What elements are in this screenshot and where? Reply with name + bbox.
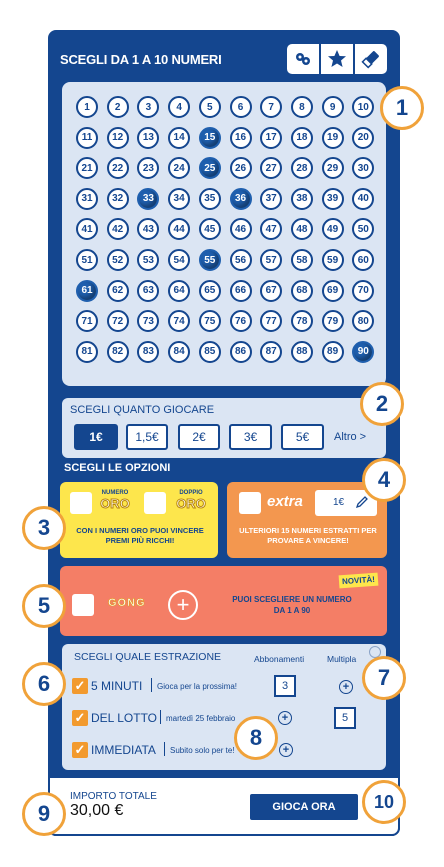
numero-oro-logo-top: NUMERO (101, 490, 129, 496)
number-ball-57[interactable]: 57 (260, 249, 282, 271)
number-ball-33[interactable]: 33 (137, 188, 159, 210)
number-ball-5[interactable]: 5 (199, 96, 221, 118)
immediata-checkbox[interactable]: ✓ (72, 742, 88, 758)
number-ball-11[interactable]: 11 (76, 127, 98, 149)
number-ball-16[interactable]: 16 (230, 127, 252, 149)
extra-logo: extra (267, 493, 303, 510)
number-ball-67[interactable]: 67 (260, 280, 282, 302)
callout-badge-3: 3 (22, 506, 66, 550)
oro-option-card (60, 482, 218, 558)
pencil-icon (355, 495, 369, 509)
number-ball-56[interactable]: 56 (230, 249, 252, 271)
number-ball-66[interactable]: 66 (230, 280, 252, 302)
gong-description: PUOI SCEGLIERE UN NUMERO DA 1 A 90 (232, 595, 352, 615)
gong-add-button[interactable]: + (168, 590, 198, 620)
new-tag: NOVITÀ! (339, 573, 379, 589)
number-ball-47[interactable]: 47 (260, 218, 282, 240)
number-ball-87[interactable]: 87 (260, 341, 282, 363)
5-minuti-note: Gioca per la prossima! (157, 682, 238, 691)
number-ball-63[interactable]: 63 (137, 280, 159, 302)
total-value: 30,00 € (70, 802, 124, 819)
number-ball-82[interactable]: 82 (107, 341, 129, 363)
number-ball-36[interactable]: 36 (230, 188, 252, 210)
immediata-note: Subito solo per te! (170, 746, 235, 755)
random-icon (294, 50, 312, 68)
favorites-button[interactable] (321, 44, 355, 74)
clear-button[interactable] (355, 44, 387, 74)
number-ball-39[interactable]: 39 (322, 188, 344, 210)
del-lotto-label: DEL LOTTO (91, 711, 158, 725)
number-ball-48[interactable]: 48 (291, 218, 313, 240)
amount-option-5[interactable]: 5€ (281, 424, 324, 450)
number-ball-25[interactable]: 25 (199, 157, 221, 179)
extra-amount-value: 1€ (333, 497, 345, 508)
number-ball-62[interactable]: 62 (107, 280, 129, 302)
number-ball-19[interactable]: 19 (322, 127, 344, 149)
number-ball-28[interactable]: 28 (291, 157, 313, 179)
extra-checkbox[interactable] (239, 492, 261, 514)
number-ball-77[interactable]: 77 (260, 310, 282, 332)
separator (151, 678, 152, 692)
number-ball-10[interactable]: 10 (352, 96, 374, 118)
number-ball-55[interactable]: 55 (199, 249, 221, 271)
number-ball-26[interactable]: 26 (230, 157, 252, 179)
number-ball-49[interactable]: 49 (322, 218, 344, 240)
multipla-value[interactable]: 5 (334, 707, 356, 729)
number-ball-65[interactable]: 65 (199, 280, 221, 302)
number-ball-22[interactable]: 22 (107, 157, 129, 179)
number-ball-2[interactable]: 2 (107, 96, 129, 118)
number-ball-45[interactable]: 45 (199, 218, 221, 240)
number-ball-54[interactable]: 54 (168, 249, 190, 271)
number-ball-3[interactable]: 3 (137, 96, 159, 118)
number-ball-12[interactable]: 12 (107, 127, 129, 149)
number-ball-21[interactable]: 21 (76, 157, 98, 179)
page-title: SCEGLI DA 1 A 10 NUMERI (60, 52, 222, 67)
number-ball-6[interactable]: 6 (230, 96, 252, 118)
number-ball-31[interactable]: 31 (76, 188, 98, 210)
number-ball-88[interactable]: 88 (291, 341, 313, 363)
immediata-label: IMMEDIATA (91, 743, 156, 757)
star-icon (327, 49, 347, 69)
number-ball-53[interactable]: 53 (137, 249, 159, 271)
number-ball-34[interactable]: 34 (168, 188, 190, 210)
extra-option-card (227, 482, 387, 558)
callout-badge-4: 4 (362, 458, 406, 502)
number-ball-1[interactable]: 1 (76, 96, 98, 118)
toolbar (287, 44, 387, 74)
number-ball-71[interactable]: 71 (76, 310, 98, 332)
number-ball-79[interactable]: 79 (322, 310, 344, 332)
number-ball-76[interactable]: 76 (230, 310, 252, 332)
number-ball-61[interactable]: 61 (76, 280, 98, 302)
number-ball-75[interactable]: 75 (199, 310, 221, 332)
del-lotto-checkbox[interactable]: ✓ (72, 710, 88, 726)
number-ball-69[interactable]: 69 (322, 280, 344, 302)
separator (160, 710, 161, 724)
options-title: SCEGLI LE OPZIONI (64, 462, 171, 474)
number-ball-7[interactable]: 7 (260, 96, 282, 118)
numero-oro-checkbox[interactable] (70, 492, 92, 514)
number-ball-78[interactable]: 78 (291, 310, 313, 332)
number-ball-59[interactable]: 59 (322, 249, 344, 271)
number-ball-58[interactable]: 58 (291, 249, 313, 271)
separator (164, 742, 165, 756)
gong-checkbox[interactable] (72, 594, 94, 616)
number-grid (62, 82, 386, 386)
number-ball-18[interactable]: 18 (291, 127, 313, 149)
number-ball-81[interactable]: 81 (76, 341, 98, 363)
abbonamenti-value[interactable]: 3 (274, 675, 296, 697)
total-label: IMPORTO TOTALE (70, 791, 157, 802)
numero-oro-logo (98, 490, 132, 516)
doppio-oro-logo (172, 490, 210, 516)
number-ball-70[interactable]: 70 (352, 280, 374, 302)
number-ball-83[interactable]: 83 (137, 341, 159, 363)
del-lotto-note: martedì 25 febbraio (166, 714, 236, 723)
oro-description: CON I NUMERI ORO PUOI VINCERE PREMI PIÙ RICCHI! (76, 526, 204, 545)
eraser-icon (361, 49, 381, 69)
number-ball-51[interactable]: 51 (76, 249, 98, 271)
callout-badge-8: 8 (234, 716, 278, 760)
number-ball-64[interactable]: 64 (168, 280, 190, 302)
immediata-add-button[interactable]: + (279, 743, 293, 757)
5-minuti-label: 5 MINUTI (91, 679, 143, 693)
random-button[interactable] (287, 44, 321, 74)
abbonamenti-header: Abbonamenti (254, 654, 305, 664)
draw-label: SCEGLI QUALE ESTRAZIONE (74, 651, 222, 663)
amount-label: SCEGLI QUANTO GIOCARE (70, 404, 215, 416)
multipla-add-button[interactable]: + (339, 680, 353, 694)
number-ball-52[interactable]: 52 (107, 249, 129, 271)
number-ball-30[interactable]: 30 (352, 157, 374, 179)
doppio-oro-checkbox[interactable] (144, 492, 166, 514)
number-ball-37[interactable]: 37 (260, 188, 282, 210)
callout-badge-2: 2 (360, 382, 404, 426)
number-ball-43[interactable]: 43 (137, 218, 159, 240)
number-ball-85[interactable]: 85 (199, 341, 221, 363)
number-ball-74[interactable]: 74 (168, 310, 190, 332)
number-ball-72[interactable]: 72 (107, 310, 129, 332)
number-ball-27[interactable]: 27 (260, 157, 282, 179)
amount-option-1-5[interactable]: 1,5€ (126, 424, 168, 450)
5-minuti-checkbox[interactable]: ✓ (72, 678, 88, 694)
number-ball-13[interactable]: 13 (137, 127, 159, 149)
play-button[interactable]: GIOCA ORA (250, 794, 358, 820)
amount-option-1[interactable]: 1€ (74, 424, 118, 450)
numero-oro-logo-text: ORO (100, 496, 130, 511)
callout-badge-6: 6 (22, 662, 66, 706)
number-ball-32[interactable]: 32 (107, 188, 129, 210)
callout-badge-5: 5 (22, 584, 66, 628)
number-ball-44[interactable]: 44 (168, 218, 190, 240)
number-ball-35[interactable]: 35 (199, 188, 221, 210)
number-ball-24[interactable]: 24 (168, 157, 190, 179)
callout-badge-9: 9 (22, 792, 66, 836)
number-ball-50[interactable]: 50 (352, 218, 374, 240)
doppio-oro-logo-top: DOPPIO (179, 490, 203, 496)
number-ball-41[interactable]: 41 (76, 218, 98, 240)
gong-option-card (60, 566, 387, 636)
number-ball-4[interactable]: 4 (168, 96, 190, 118)
amount-option-2[interactable]: 2€ (178, 424, 220, 450)
number-ball-9[interactable]: 9 (322, 96, 344, 118)
number-ball-60[interactable]: 60 (352, 249, 374, 271)
number-ball-86[interactable]: 86 (230, 341, 252, 363)
callout-badge-1: 1 (380, 86, 424, 130)
callout-badge-10: 10 (362, 780, 406, 824)
number-ball-40[interactable]: 40 (352, 188, 374, 210)
multipla-header: Multipla (327, 654, 357, 664)
callout-badge-7: 7 (362, 656, 406, 700)
amount-option-3[interactable]: 3€ (229, 424, 272, 450)
extra-description: ULTERIORI 15 NUMERI ESTRATTI PER PROVARE A VINCERE! (239, 526, 377, 545)
number-ball-17[interactable]: 17 (260, 127, 282, 149)
number-ball-8[interactable]: 8 (291, 96, 313, 118)
abbonamenti-add-button[interactable]: + (278, 711, 292, 725)
number-ball-15[interactable]: 15 (199, 127, 221, 149)
number-ball-68[interactable]: 68 (291, 280, 313, 302)
doppio-oro-logo-text: ORO (176, 496, 206, 511)
number-ball-46[interactable]: 46 (230, 218, 252, 240)
number-ball-89[interactable]: 89 (322, 341, 344, 363)
number-ball-14[interactable]: 14 (168, 127, 190, 149)
number-ball-73[interactable]: 73 (137, 310, 159, 332)
amount-more-link[interactable]: Altro > (334, 431, 367, 443)
gong-logo: GONG (108, 597, 146, 609)
number-ball-80[interactable]: 80 (352, 310, 374, 332)
number-ball-23[interactable]: 23 (137, 157, 159, 179)
number-ball-38[interactable]: 38 (291, 188, 313, 210)
number-ball-42[interactable]: 42 (107, 218, 129, 240)
number-ball-20[interactable]: 20 (352, 127, 374, 149)
number-ball-29[interactable]: 29 (322, 157, 344, 179)
number-ball-84[interactable]: 84 (168, 341, 190, 363)
number-ball-90[interactable]: 90 (352, 341, 374, 363)
